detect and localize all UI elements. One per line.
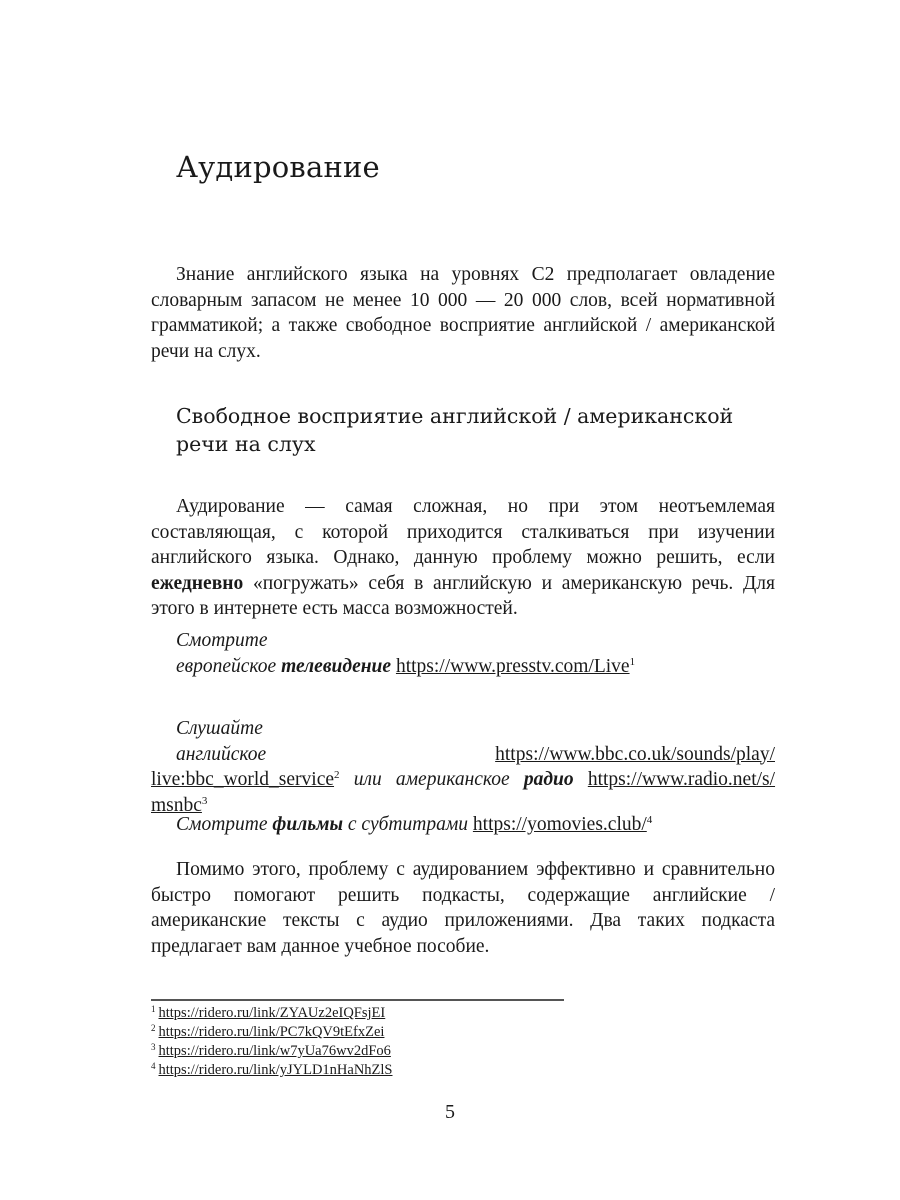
listen-radio-adj-2: американское xyxy=(395,769,510,790)
body-section xyxy=(151,494,775,622)
or-text: или xyxy=(353,769,382,790)
listen-radio-line xyxy=(151,742,775,768)
closing-paragraph: Помимо этого, проблему с аудированием эффективно и сравнительно быстро помогают решить подкасты, содержащие английские / американские тексты с аудио приложениями. Два таких подкаста предлагает вам данное учебное пособие. xyxy=(151,859,775,957)
radionet-link-part2[interactable]: msnbc xyxy=(151,794,202,816)
listen-radio-adj: английское xyxy=(176,743,267,765)
listen-radio-block xyxy=(151,716,775,818)
page-number: 5 xyxy=(445,1101,455,1123)
section-heading: Свободное восприятие английской / американской речи на слух xyxy=(176,404,734,456)
footnote-ref-2[interactable]: 2 xyxy=(334,769,340,781)
footnote-item xyxy=(151,1061,393,1080)
footnote-number: 1 xyxy=(151,1004,156,1014)
body-text: «погружать» себя в английскую и американскую речь. Для этого в интернете есть масса возможностей. xyxy=(151,572,775,619)
footnote-ref-3[interactable]: 3 xyxy=(201,794,208,807)
watch-tv-verb: Смотрите xyxy=(176,630,268,651)
listen-radio-verb: Слушайте xyxy=(176,718,263,739)
footnote-link[interactable]: https://ridero.ru/link/PC7kQV9tEfxZei xyxy=(158,1024,385,1040)
listen-radio-noun: радио xyxy=(523,769,574,790)
footnote-item xyxy=(151,1042,393,1061)
footnote-link[interactable]: https://ridero.ru/link/w7yUa76wv2dFo6 xyxy=(158,1043,391,1059)
footnote-item xyxy=(151,1004,393,1023)
watch-tv-noun: телевидение xyxy=(281,655,392,677)
page-title: Аудирование xyxy=(176,150,380,184)
radionet-link-part1[interactable]: https://www.radio.net/s/ xyxy=(587,769,776,790)
intro-section xyxy=(151,262,775,364)
bbc-link-part1[interactable]: https://www.bbc.co.uk/sounds/play/ xyxy=(495,743,775,765)
footnote-divider xyxy=(151,999,564,1001)
listen-radio-line-2 xyxy=(151,767,775,793)
body-text: Аудирование — самая сложная, но при этом неотъемлемая составляющая, с которой приходится сталкиваться при изучении английского языка. Однако, данную проблему можно решить, если xyxy=(151,496,775,568)
watch-films-line xyxy=(151,812,775,838)
watch-films-rest: с субтитрами xyxy=(343,814,469,835)
footnote-link[interactable]: https://ridero.ru/link/yJYLD1nHaNhZlS xyxy=(158,1062,393,1078)
emphasis-daily: ежедневно xyxy=(151,572,244,594)
footnote-ref-4[interactable]: 4 xyxy=(646,814,653,826)
footnote-number: 2 xyxy=(151,1023,156,1033)
presstv-link[interactable]: https://www.presstv.com/Live xyxy=(395,655,630,677)
footnote-number: 3 xyxy=(151,1042,156,1052)
body-paragraph xyxy=(151,494,775,622)
bbc-link-part2[interactable]: live:bbc_world_service xyxy=(151,769,335,790)
watch-films-block xyxy=(151,812,775,838)
footnote-number: 4 xyxy=(151,1061,156,1071)
footnotes xyxy=(151,1004,393,1080)
footnote-item xyxy=(151,1023,393,1042)
listen-radio-label xyxy=(151,716,775,742)
watch-tv-adj: европейское xyxy=(176,655,282,677)
yomovies-link[interactable]: https://yomovies.club/ xyxy=(472,814,647,835)
watch-films-verb: Смотрите xyxy=(176,814,273,835)
closing-section xyxy=(151,857,775,959)
watch-tv-line xyxy=(151,654,775,680)
footnote-link[interactable]: https://ridero.ru/link/ZYAUz2eIQFsjEI xyxy=(158,1005,386,1021)
watch-tv-label xyxy=(151,628,775,654)
intro-paragraph: Знание английского языка на уровнях C2 предполагает овладение словарным запасом не менее 10 000 — 20 000 слов, всей нормативной грамматикой; а также свободное восприятие английской / американской речи на слух. xyxy=(151,264,775,362)
footnote-ref-1[interactable]: 1 xyxy=(629,655,636,668)
watch-tv-block xyxy=(151,628,775,679)
watch-films-noun: фильмы xyxy=(272,814,344,835)
